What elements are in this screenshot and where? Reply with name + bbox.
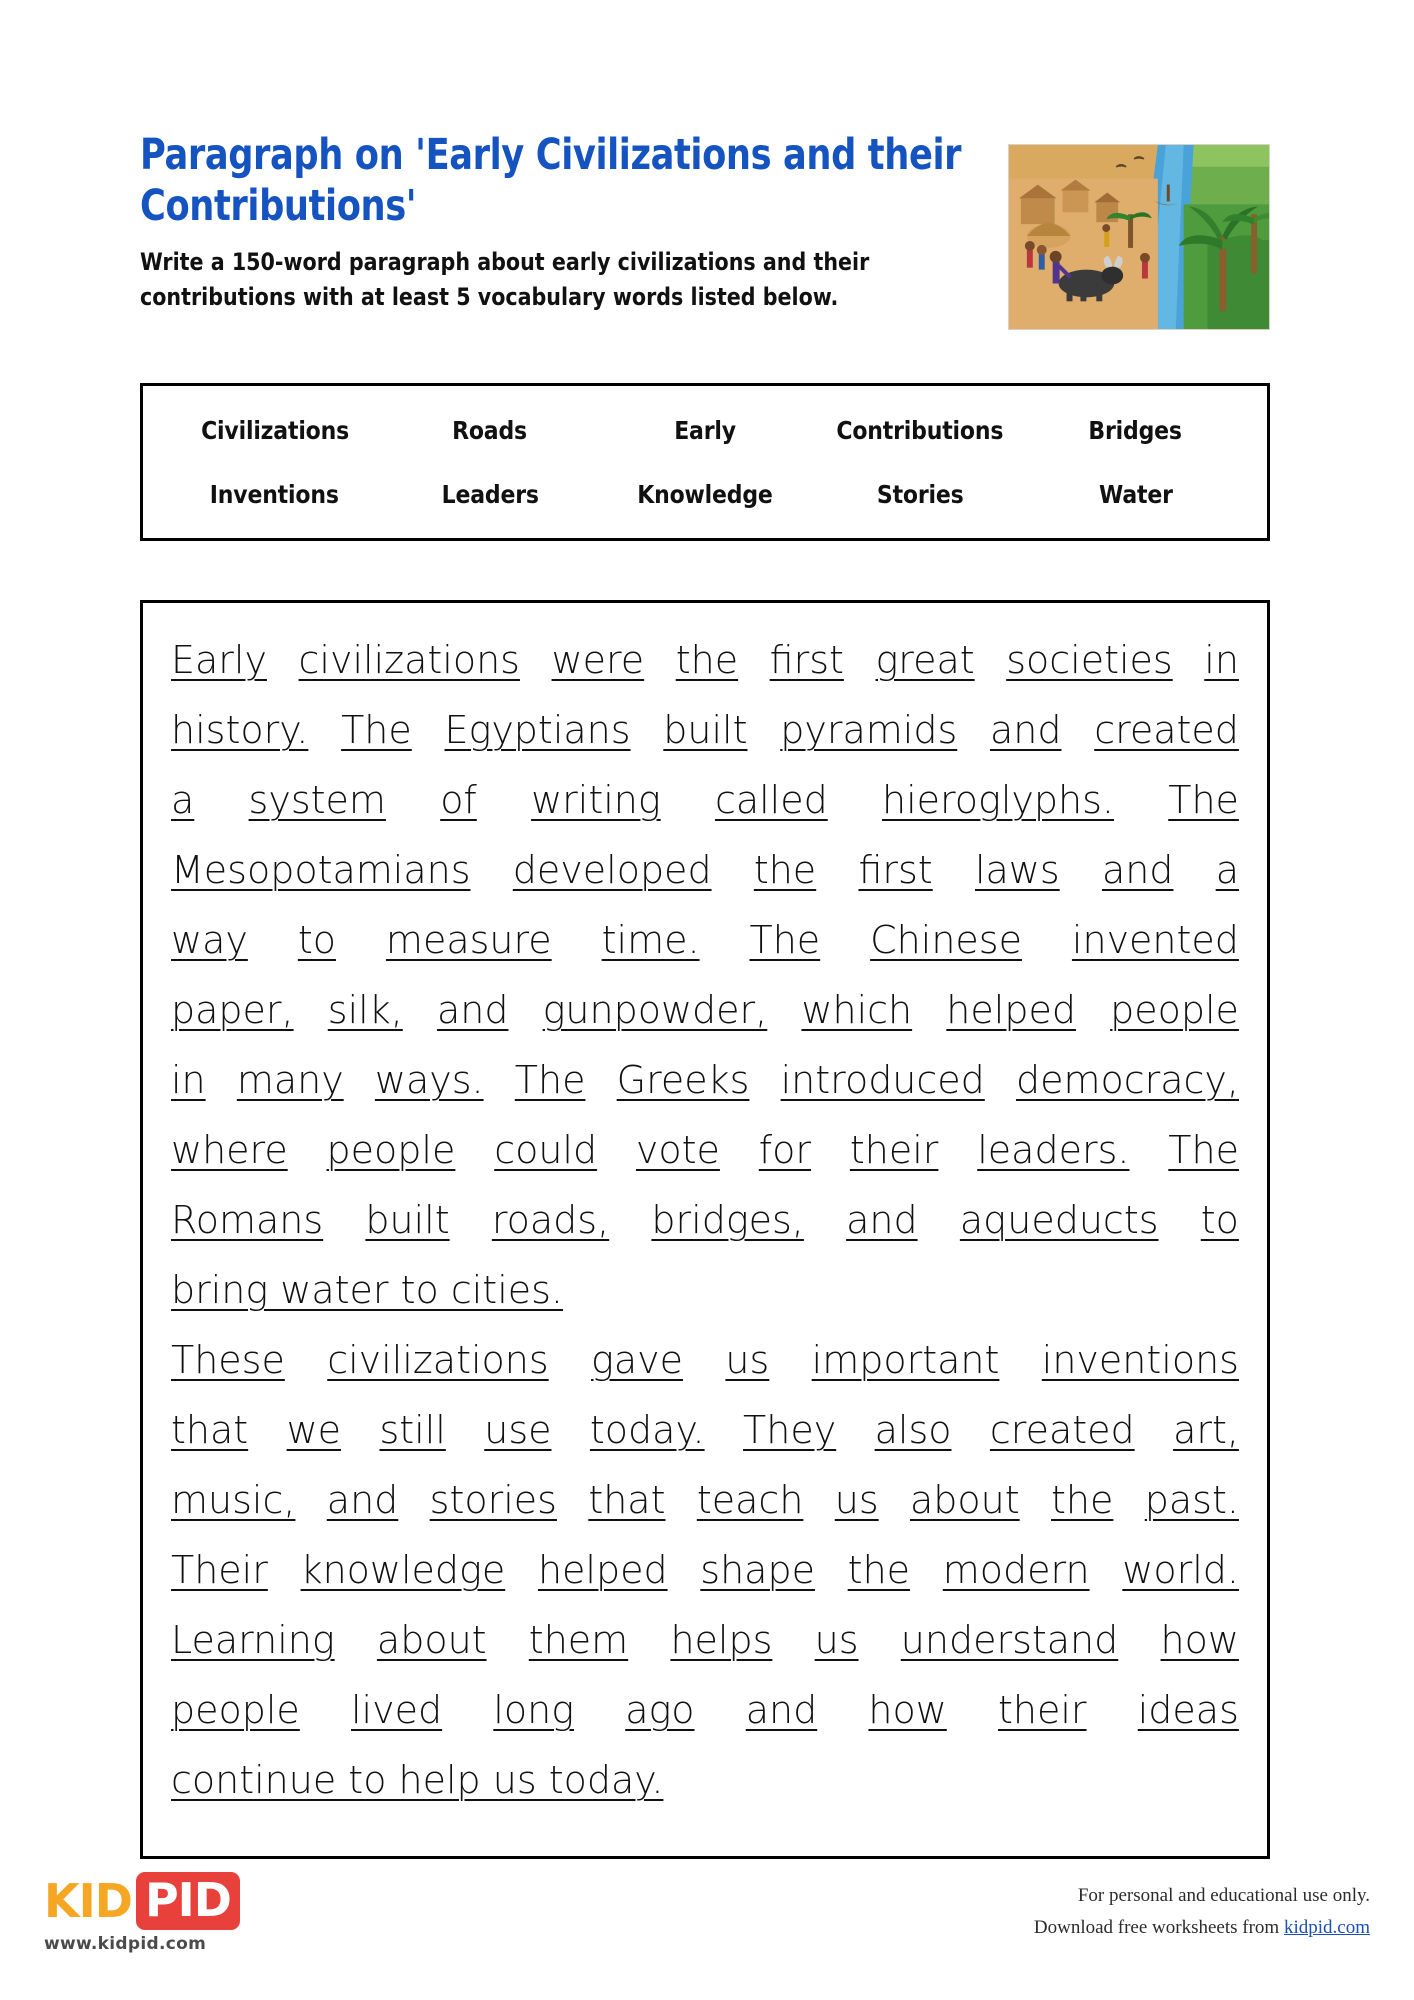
answer-word: leaders. [977,1128,1130,1172]
answer-word: Egyptians [444,708,631,752]
answer-word: introduced [780,1058,985,1102]
answer-word: lived [351,1688,443,1732]
answer-word: understand [900,1618,1119,1662]
answer-word: Their [171,1548,268,1592]
answer-word: roads, [491,1198,610,1242]
answer-word: where [171,1128,288,1172]
vocab-word-label: Stories [876,479,964,509]
answer-word: invented [1071,918,1239,962]
answer-word: and [1101,848,1174,892]
vocab-word-label: Inventions [210,479,340,509]
answer-word: still [379,1408,446,1452]
answer-word: gave [591,1338,684,1382]
answer-word: way [171,918,248,962]
kidpid-logo [44,1872,240,1954]
answer-word: in [171,1058,206,1102]
answer-word: the [1051,1478,1114,1522]
answer-word: aqueducts [959,1198,1159,1242]
answer-word: paper, [171,988,294,1032]
answer-word: us [725,1338,770,1382]
vocab-word [167,480,382,509]
vocab-word-label: Bridges [1088,415,1183,445]
illustration-svg [1009,145,1269,329]
answer-word: important [811,1338,1000,1382]
worksheet-header [140,130,1270,315]
answer-line [171,1395,1239,1465]
answer-word: Greeks [616,1058,750,1102]
page-title: Paragraph on 'Early Civilizations and their Contributions' [140,130,962,231]
vocabulary-row-2 [167,462,1243,526]
answer-word: pyramids [780,708,958,752]
answer-word: the [847,1548,911,1592]
logo-website-url: www.kidpid.com [44,1934,207,1954]
answer-word: silk, [327,988,403,1032]
answer-word: civilizations [327,1338,549,1382]
vocab-word-label: Knowledge [637,479,773,509]
vocab-word-label: Early [674,415,736,445]
answer-word: inventions [1041,1338,1239,1382]
instruction-line-1: Write a 150-word paragraph about early civilizations and their [140,248,870,277]
vocabulary-box [140,383,1270,541]
footer-attribution [1034,1880,1370,1945]
answer-word: developed [512,848,712,892]
answer-word: how [868,1688,947,1732]
answer-word: people [1110,988,1239,1032]
answer-word: to [1200,1198,1239,1242]
answer-word: the [753,848,817,892]
answer-line [171,1115,1239,1185]
answer-word: could [494,1128,598,1172]
answer-word: created [1094,708,1239,752]
answer-word: long [493,1688,574,1732]
answer-word: about [376,1618,487,1662]
answer-line [171,1045,1239,1115]
answer-word: first [858,848,933,892]
answer-word: The [341,708,412,752]
answer-word: Chinese [870,918,1022,962]
answer-word: modern [942,1548,1090,1592]
logo-wordmark [44,1872,240,1930]
answer-word: a [1215,848,1239,892]
answer-word: helps [670,1618,773,1662]
answer-word: art, [1173,1408,1239,1452]
vocab-word [167,416,382,445]
answer-word: us [814,1618,859,1662]
answer-line: bring water to cities. [171,1268,564,1312]
answer-word: stories [429,1478,557,1522]
answer-word: people [171,1688,300,1732]
answer-word: created [989,1408,1135,1452]
answer-word: the [675,638,739,682]
answer-word: first [769,638,844,682]
answer-word: knowledge [300,1548,506,1592]
answer-line [171,1605,1239,1675]
answer-word: built [365,1198,450,1242]
vocab-word-label: Roads [452,415,528,445]
header-text-block [140,130,1100,315]
vocab-word [1028,480,1243,509]
kidpid-link[interactable]: kidpid.com [1283,1917,1370,1939]
footer-note-line-2 [1034,1912,1370,1944]
answer-word: that [171,1408,249,1452]
answer-word: Mesopotamians [171,848,471,892]
answer-word: and [846,1198,918,1242]
answer-word: The [1168,778,1239,822]
answer-word: Romans [171,1198,324,1242]
answer-line [171,975,1239,1045]
vocab-word [813,416,1028,445]
answer-word: that [588,1478,666,1522]
answer-word: hieroglyphs. [881,778,1114,822]
answer-word: a [171,778,195,822]
vocab-word [597,416,812,445]
answer-word: gunpowder, [542,988,768,1032]
answer-word: societies [1006,638,1173,682]
answer-word: and [436,988,509,1032]
answer-word: laws [974,848,1060,892]
answer-word: of [440,778,477,822]
answer-word: built [663,708,748,752]
answer-word: teach [696,1478,804,1522]
answer-line [171,1325,1239,1395]
answer-word: today. [589,1408,705,1452]
answer-word: about [910,1478,1020,1522]
answer-word: bridges, [651,1198,804,1242]
answer-word: us [834,1478,879,1522]
answer-word: ago [625,1688,695,1732]
answer-word: how [1160,1618,1239,1662]
instruction-text [140,245,1095,315]
answer-word: which [801,988,913,1032]
answer-word: Early [171,638,267,682]
answer-word: measure [385,918,552,962]
answer-word: democracy, [1015,1058,1239,1102]
vocab-word [1028,416,1243,445]
answer-word: use [484,1408,552,1452]
vocab-word-label: Civilizations [200,415,349,445]
answer-word: civilizations [298,638,520,682]
logo-kid-text: KID [44,1874,132,1928]
answer-word: history. [171,708,309,752]
answer-word: many [236,1058,344,1102]
answer-word: for [758,1128,812,1172]
answer-word: They [743,1408,837,1452]
handwritten-answer-text [171,625,1239,1815]
answer-word: also [874,1408,952,1452]
answer-line [171,625,1239,695]
answer-word: Learning [171,1618,335,1662]
answer-word: These [171,1338,285,1382]
answer-word: time. [601,918,700,962]
answer-line [171,765,1239,835]
answer-word: ways. [374,1058,484,1102]
instruction-line-2: contributions with at least 5 vocabulary words listed below. [140,283,839,312]
answer-word: were [551,638,645,682]
answer-word: writing [531,778,661,822]
answer-word: past. [1144,1478,1239,1522]
answer-word: helped [537,1548,668,1592]
answer-line [171,1465,1239,1535]
answer-word: to [297,918,336,962]
answer-word: we [286,1408,342,1452]
answer-word: called [714,778,828,822]
answer-word: The [1168,1128,1239,1172]
answer-word: music, [171,1478,296,1522]
answer-line [171,905,1239,975]
answer-word: their [849,1128,939,1172]
answer-word: shape [700,1548,815,1592]
answer-word: and [989,708,1062,752]
answer-word: and [745,1688,818,1732]
vocabulary-row-1 [167,398,1243,462]
answer-line [171,1185,1239,1255]
ancient-civilization-image [1008,144,1270,330]
answer-word: world. [1122,1548,1239,1592]
vocab-word [382,480,597,509]
answer-word: ideas [1137,1688,1239,1732]
vocab-word-label: Contributions [836,415,1004,445]
vocab-word [382,416,597,445]
answer-word: and [326,1478,399,1522]
answer-word: their [998,1688,1087,1732]
vocab-word [597,480,812,509]
logo-pid-text: PID [136,1872,240,1930]
answer-word: The [749,918,821,962]
vocab-word-label: Leaders [441,479,539,509]
page-footer [0,1850,1414,2000]
vocab-word-label: Water [1098,479,1173,509]
footer-note-prefix: Download free worksheets from [1033,1917,1284,1939]
vocab-word [813,480,1028,509]
answer-word: system [248,778,386,822]
footer-note-line-1: For personal and educational use only. [1077,1885,1370,1906]
answer-word: vote [635,1128,720,1172]
answer-line: continue to help us today. [171,1758,664,1802]
answer-line [171,695,1239,765]
answer-word: helped [946,988,1076,1032]
answer-line [171,1535,1239,1605]
answer-box[interactable] [140,600,1270,1859]
answer-line [171,835,1239,905]
answer-word: in [1204,638,1239,682]
answer-word: people [326,1128,456,1172]
answer-word: them [528,1618,629,1662]
answer-line [171,1675,1239,1745]
answer-word: great [875,638,975,682]
answer-word: The [514,1058,586,1102]
